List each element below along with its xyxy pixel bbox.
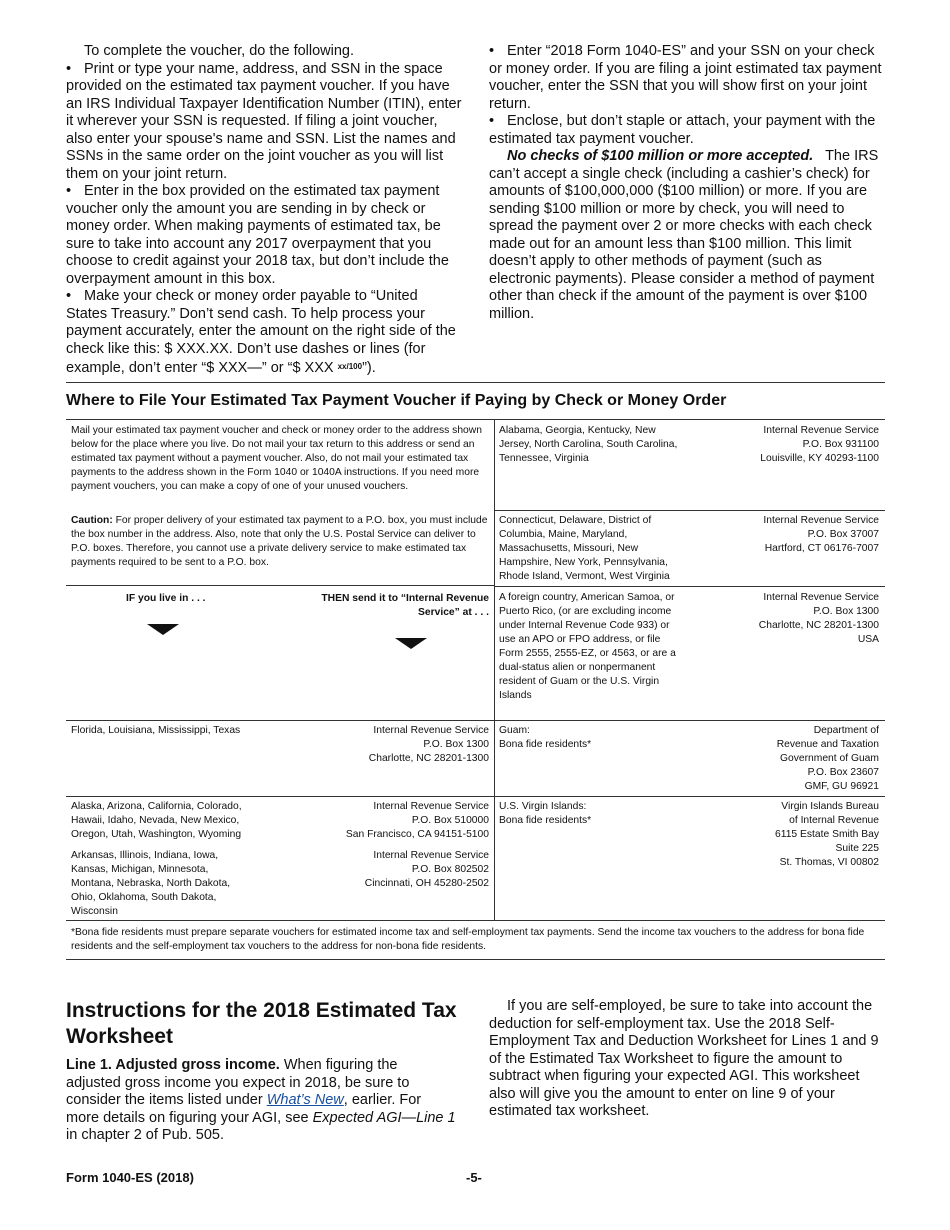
page-number: -5-: [466, 1170, 482, 1185]
bullet-icon: •: [489, 113, 495, 129]
bullet-icon: •: [66, 183, 72, 199]
row-line: [66, 585, 494, 586]
bullet-icon: •: [66, 288, 72, 304]
top-right-column: [489, 43, 887, 323]
whats-new-link[interactable]: What’s New: [266, 1092, 344, 1108]
footer-form-id: Form 1040-ES (2018): [66, 1170, 194, 1185]
right-row-1-address: Internal Revenue Service P.O. Box 37007 Hartford, CT 06176-7007: [763, 515, 879, 554]
line1-paragraph: Line 1. Adjusted gross income. When figuring the adjusted gross income you expect in 2018, be sure to consider the items listed under What’s New, earlier. For more details on figuring your AGI, see Expected AGI—Line 1 in chapter 2 of Pub. 505.: [66, 1057, 456, 1143]
bullet-icon: •: [489, 43, 495, 59]
bona-fide-footnote: *Bona fide residents must prepare separate vouchers for estimated income tax and self-employment tax payments. Send the income tax vouchers to the address for bona fide residents and the self-employment tax vouchers to the address for non-bona fide residents.: [71, 927, 865, 952]
instructions-left-column: [66, 1057, 456, 1145]
mail-instructions: Mail your estimated tax payment voucher and check or money order to the address shown below for the place where you live. Do not mail your tax return to this address or send an estimated tax payment without a payment voucher. Also, do not mail your estimated tax payments to the address shown in the Form 1040 or 1040A instructions. If you need more payment vouchers, you can make a copy of one of your unused vouchers.: [71, 425, 482, 492]
right-row-2-address: Internal Revenue Service P.O. Box 1300 Charlotte, NC 28201-1300 USA: [758, 592, 879, 645]
bullet-print-name: • Print or type your name, address, and SSN in the space provided on the estimated tax payment voucher. If you have an IRS Individual Taxpayer Identification Number (ITIN), enter it wherever your SSN is requested. If filing a joint voucher, also enter your spouse's name and SSN. List the names and SSNs in the same order on the joint voucher as you will list them on your joint return.: [66, 60, 462, 182]
right-row-3-states: Guam: Bona fide residents*: [499, 725, 592, 750]
left-row-0-address: Internal Revenue Service P.O. Box 1300 Charlotte, NC 28201-1300: [368, 725, 489, 764]
left-row-2-address: Internal Revenue Service P.O. Box 802502 Cincinnati, OH 45280-2502: [364, 850, 489, 889]
header-then-send: THEN send it to “Internal Revenue Service” at . . .: [321, 593, 489, 618]
row-line: [66, 796, 494, 797]
no-checks-paragraph: No checks of $100 million or more accepted. The IRS can’t accept a single check (including a cashier’s check) for amounts of $100,000,000 ($100 million) or more. If you are sending $100 million or more by check, you will need to spread the payment over 2 or more checks with each check made out for an amount less than $100 million. This limit doesn’t apply to other methods of payment (such as electronic payments). Please consider a method of payment other than check if the amount of the payment is over $100 million.: [489, 148, 879, 322]
instructions-heading: Instructions for the 2018 Estimated Tax Worksheet: [66, 999, 457, 1048]
fraction-xx-100: xx/100: [337, 362, 363, 371]
instructions-right-column: [489, 998, 887, 1121]
right-row-4-states: U.S. Virgin Islands: Bona fide residents*: [499, 801, 592, 826]
right-row-3-address: Department of Revenue and Taxation Government of Guam P.O. Box 23607 GMF, GU 96921: [776, 725, 879, 792]
arrow-down-icon: [147, 624, 179, 635]
where-to-file-title: Where to File Your Estimated Tax Payment Voucher if Paying by Check or Money Order: [66, 392, 727, 409]
row-line: [494, 510, 885, 511]
section-top-rule: [66, 382, 885, 383]
row-line: [494, 796, 885, 797]
row-line: [66, 920, 885, 921]
arrow-down-icon: [395, 638, 427, 649]
left-row-1-address: Internal Revenue Service P.O. Box 510000 San Francisco, CA 94151-5100: [345, 801, 489, 840]
bullet-enclose: • Enclose, but don’t staple or attach, your payment with the estimated tax payment voucher.: [489, 113, 876, 147]
intro-text: To complete the voucher, do the following.: [84, 43, 355, 59]
header-if-you-live: IF you live in . . .: [126, 593, 206, 604]
top-left-column: [66, 43, 462, 378]
left-row-0-states: Florida, Louisiana, Mississippi, Texas: [71, 725, 241, 736]
table-center-divider: [494, 419, 495, 920]
table-bottom-rule: [66, 959, 885, 960]
bullet-enter-amount: • Enter in the box provided on the estimated tax payment voucher only the amount you are sending in by check or money order. When making payments of estimated tax, be sure to take into account any 2017 overpayment that you choose to credit against your 2018 tax, but don’t include the overpayment amount in this box.: [66, 183, 449, 287]
bullet-enter-form: • Enter “2018 Form 1040-ES” and your SSN on your check or money order. If you are filing a joint estimated tax payment voucher, enter the SSN that you will show first on your joint return.: [489, 43, 882, 112]
caution-note: Caution: For proper delivery of your estimated tax payment to a P.O. box, you must include the box number in the address. Also, note that only the U.S. Postal Service can deliver to P.O. boxes. Therefore, you cannot use a private delivery service to make estimated tax payments required to be sent to a P.O. box.: [71, 515, 488, 568]
row-line: [494, 720, 885, 721]
self-employed-paragraph: If you are self-employed, be sure to take into account the deduction for self-employment tax. Use the 2018 Self-Employment Tax and Deduction Worksheet for Lines 1 and 9 of the Estimated Tax Worksheet to figure the amount to subtract when figuring your expected AGI. This worksheet also will give you the amount to enter on line 9 of your estimated tax worksheet.: [489, 998, 879, 1119]
right-row-1-states: Connecticut, Delaware, District of Columbia, Maine, Maryland, Massachusetts, Missouri, New Hampshire, New York, Pennsylvania, Rhode Island, Vermont, West Virginia: [499, 515, 670, 582]
left-row-1-states: Alaska, Arizona, California, Colorado, Hawaii, Idaho, Nevada, New Mexico, Oregon, Utah, Washington, Wyoming: [71, 801, 242, 840]
row-line: [66, 720, 494, 721]
table-top-rule: [66, 419, 885, 420]
right-row-4-address: Virgin Islands Bureau of Internal Revenue 6115 Estate Smith Bay Suite 225 St. Thomas, VI 00802: [775, 801, 879, 868]
bullet-icon: •: [66, 60, 72, 77]
right-row-0-address: Internal Revenue Service P.O. Box 931100 Louisville, KY 40293-1100: [760, 425, 879, 464]
left-row-2-states: Arkansas, Illinois, Indiana, Iowa, Kansas, Michigan, Minnesota, Montana, Nebraska, North Dakota, Ohio, Oklahoma, South Dakota, Wisconsin: [71, 850, 231, 917]
right-row-2-states: A foreign country, American Samoa, or Puerto Rico, (or are excluding income under Internal Revenue Code 933) or use an APO or FPO address, or file Form 2555, 2555-EZ, or 4563, or are a dual-status alien or nonpermanent resident of Guam or the U.S. Virgin Islands: [499, 592, 676, 701]
row-line: [494, 586, 885, 587]
bullet-payable: • Make your check or money order payable to “United States Treasury.” Don’t send cash. To help process your payment accurately, enter the amount on the right side of the check like this: $ XXX.XX. Don’t use dashes or lines (for example, don’t enter “$ XXX—” or “$ XXX $^{xx/100}$”).: [66, 288, 456, 376]
right-row-0-states: Alabama, Georgia, Kentucky, New Jersey, North Carolina, South Carolina, Tennessee, Virginia: [499, 425, 678, 464]
